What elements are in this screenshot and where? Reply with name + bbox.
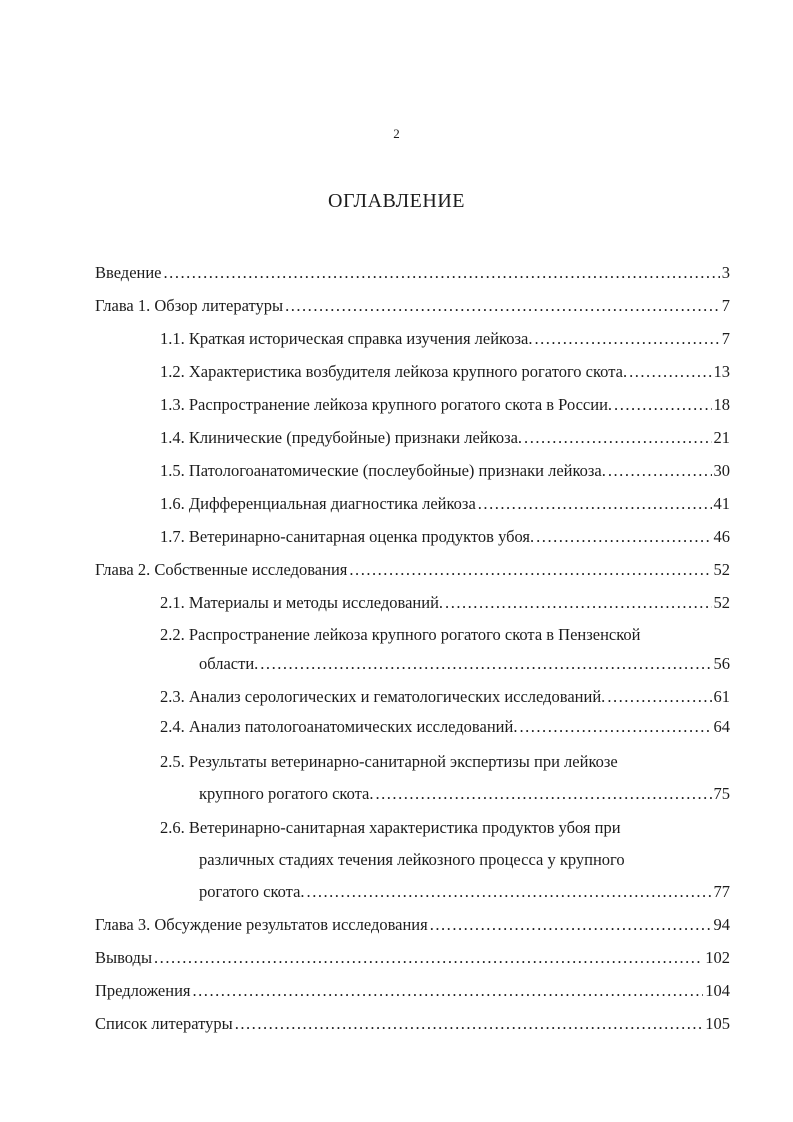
toc-entry-references[interactable] [95,1011,730,1037]
toc-entry-chapter-3[interactable] [95,912,730,938]
toc-entry-chapter-2[interactable] [95,557,730,583]
toc-entry-text: Выводы [95,948,153,967]
toc-entry-page: 21 [713,428,730,447]
page-title: ОГЛАВЛЕНИЕ [328,190,465,212]
toc-entry-text: Глава 1. Обзор литературы [95,296,284,315]
toc-entry-page: 102 [705,948,730,967]
toc-entry-text: 2.3. Анализ серологических и гематологических исследований. [160,687,606,706]
toc-entry-section-1-6[interactable] [160,491,730,517]
toc-entry-text: области. [199,654,259,673]
toc-entry-page: 94 [713,915,730,934]
toc-entry-page: 52 [713,560,730,579]
toc-entry-page: 41 [713,494,730,513]
toc-entry-text: 1.1. Краткая историческая справка изучения лейкоза. [160,329,533,348]
toc-entry-chapter-1[interactable] [95,293,730,319]
toc-entry-page: 104 [705,981,730,1000]
toc-entry-section-2-4[interactable] [160,714,730,740]
toc-entry-page: 52 [713,593,730,612]
toc-entry-page: 75 [713,784,730,803]
toc-entry-text: 1.6. Дифференциальная диагностика лейкоза [160,494,476,513]
toc-entry-section-2-5[interactable] [199,781,730,807]
toc-entry-page: 13 [713,362,730,381]
toc-entry-page: 7 [721,296,730,315]
toc-entry-section-1-3[interactable] [160,392,730,418]
toc-entry-text: Введение [95,263,162,282]
toc-entry-page: 77 [713,882,730,901]
toc-entry-section-1-2[interactable] [160,359,730,385]
toc-entry-text: 1.7. Ветеринарно-санитарная оценка продуктов убоя. [160,527,535,546]
toc-entry-section-2-1[interactable] [160,590,730,616]
toc-entry-section-2-3[interactable] [160,684,730,710]
toc-entry-text: 1.2. Характеристика возбудителя лейкоза крупного рогатого скота. [160,362,628,381]
toc-entry-section-1-5[interactable] [160,458,730,484]
toc-entry-page: 7 [721,329,730,348]
toc-entry-text: 1.5. Патологоанатомические (послеубойные) признаки лейкоза. [160,461,606,480]
toc-entry-section-1-1[interactable] [160,326,730,352]
toc-entry-page: 64 [713,717,730,736]
toc-entry-page: 105 [705,1014,730,1033]
toc-entry-text: Предложения [95,981,191,1000]
toc-entry-text: Глава 3. Обсуждение результатов исследования [95,915,428,934]
toc-entry-text: 1.3. Распространение лейкоза крупного рогатого скота в России. [160,395,613,414]
toc-entry-text: 2.1. Материалы и методы исследований. [160,593,444,612]
toc-entry-text: крупного рогатого скота. [199,784,374,803]
toc-entry-section-1-4[interactable] [160,425,730,451]
toc-entry-page: 46 [713,527,730,546]
toc-entry-section-2-6[interactable] [199,879,730,905]
toc-entry-page: 30 [713,461,730,480]
toc-entry-section-2-2-line-1[interactable]: 2.2. Распространение лейкоза крупного рогатого скота в Пензенской [160,625,641,644]
toc-entry-text: 2.4. Анализ патологоанатомических исследований. [160,717,518,736]
toc-entry-text: Список литературы [95,1014,233,1033]
toc-entry-text: рогатого скота. [199,882,305,901]
toc-entry-section-2-2[interactable] [199,651,730,677]
toc-entry-text: 1.4. Клинические (предубойные) признаки лейкоза. [160,428,523,447]
page-number: 2 [393,126,400,141]
toc-entry-section-2-6-line-2[interactable]: различных стадиях течения лейкозного процесса у крупного [199,850,625,869]
toc-entry-page: 56 [713,654,730,673]
toc-entry-section-2-6-line-1[interactable]: 2.6. Ветеринарно-санитарная характеристика продуктов убоя при [160,818,621,837]
toc-entry-section-2-5-line-1[interactable]: 2.5. Результаты ветеринарно-санитарной экспертизы при лейкозе [160,752,618,771]
toc-entry-text: Глава 2. Собственные исследования [95,560,348,579]
toc-entry-proposals[interactable] [95,978,730,1004]
toc-entry-conclusions[interactable] [95,945,730,971]
toc-entry-section-1-7[interactable] [160,524,730,550]
toc-entry-page: 61 [713,687,730,706]
toc-entry-page: 3 [721,263,730,282]
toc-entry-page: 18 [713,395,730,414]
toc-entry-introduction[interactable] [95,260,730,286]
